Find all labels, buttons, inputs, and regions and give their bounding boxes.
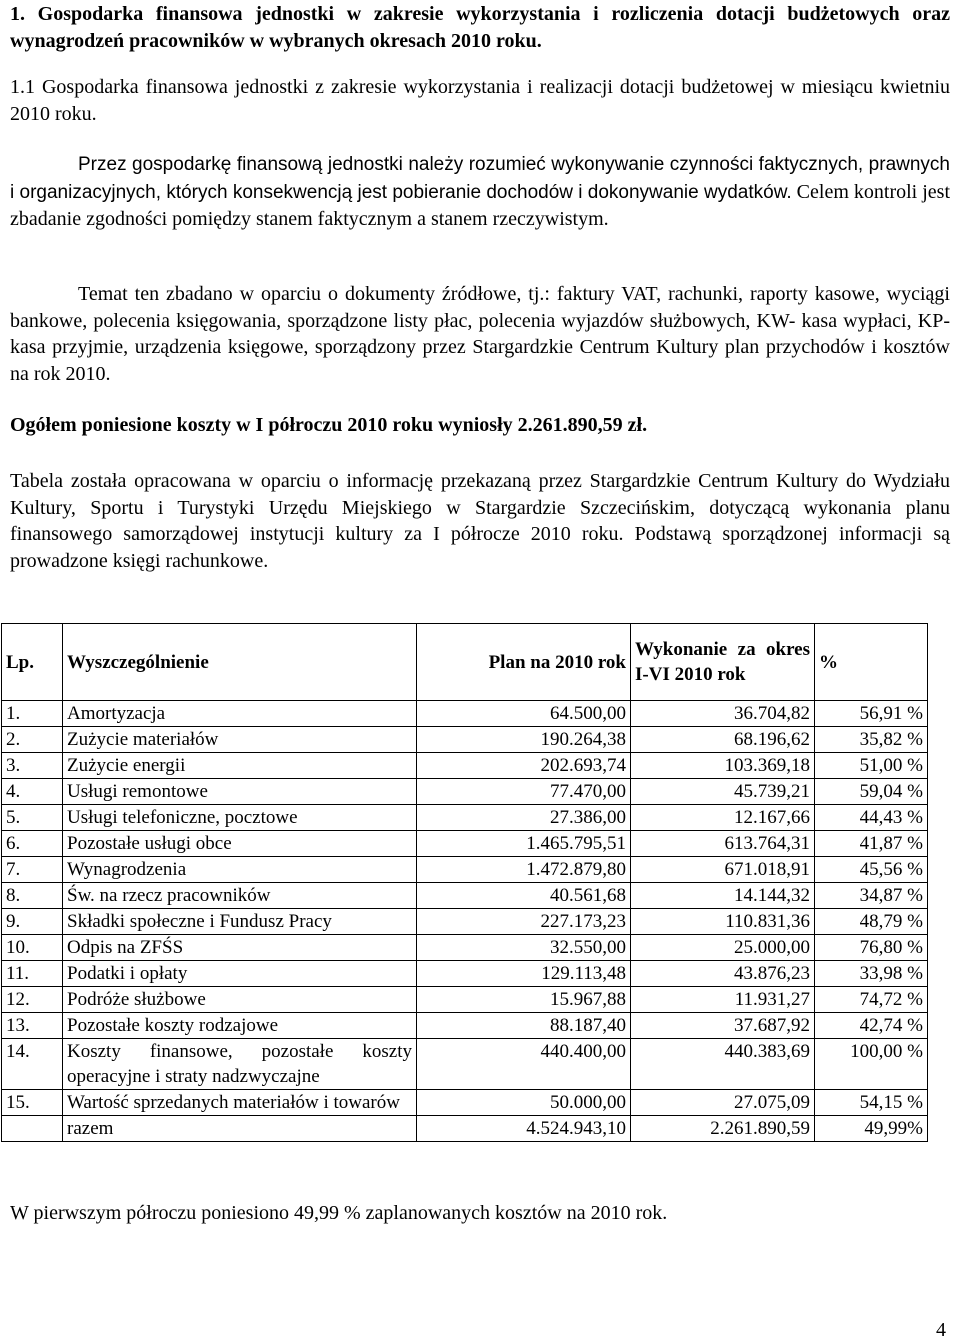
row-plan-value: 50.000,00 <box>417 1090 631 1116</box>
row-execution-value: 440.383,69 <box>631 1039 815 1090</box>
row-item-name <box>63 883 417 909</box>
row-lp: 3. <box>2 753 63 779</box>
row-plan-value: 202.693,74 <box>417 753 631 779</box>
row-execution-value: 110.831,36 <box>631 909 815 935</box>
row-percent-value: 33,98 % <box>815 961 928 987</box>
row-item-name <box>63 857 417 883</box>
row-lp: 14. <box>2 1039 63 1090</box>
row-item-name <box>63 831 417 857</box>
row-execution-value: 68.196,62 <box>631 727 815 753</box>
table-row <box>2 1090 928 1116</box>
table-description-paragraph: Tabela została opracowana w oparciu o informację przekazaną przez Stargardzkie Centrum Kultury do Wydziału Kultury, Sportu i Turystyki Urzędu Miejskiego w Stargardzie Szczecińskim, dotyczącą wykonania planu finansowego samorządowej instytucji kultury za I półrocze 2010 roku. Podstawą sporządzonej informacji są prowadzone księgi rachunkowe. <box>10 470 950 572</box>
header-name: Wyszczególnienie <box>63 624 417 701</box>
row-execution-value: 671.018,91 <box>631 857 815 883</box>
row-percent-value: 74,72 % <box>815 987 928 1013</box>
table-row <box>2 831 928 857</box>
costs-table-body <box>2 701 928 1142</box>
row-lp: 2. <box>2 727 63 753</box>
row-execution-value: 14.144,32 <box>631 883 815 909</box>
table-row <box>2 909 928 935</box>
row-plan-value: 88.187,40 <box>417 1013 631 1039</box>
row-plan-value: 129.113,48 <box>417 961 631 987</box>
section-heading: 1. Gospodarka finansowa jednostki w zakresie wykorzystania i rozliczenia dotacji budżetowych oraz wynagrodzeń pracowników w wybranych okresach 2010 roku. <box>10 3 950 52</box>
row-plan-value: 1.472.879,80 <box>417 857 631 883</box>
row-lp <box>2 1116 63 1142</box>
table-row <box>2 701 928 727</box>
row-plan-value: 440.400,00 <box>417 1039 631 1090</box>
row-percent-value: 34,87 % <box>815 883 928 909</box>
row-item-name-text: Wartość sprzedanych materiałów i towarów <box>67 1092 400 1113</box>
row-lp: 10. <box>2 935 63 961</box>
row-item-name <box>63 805 417 831</box>
summary-paragraph: W pierwszym półroczu poniesiono 49,99 % zaplanowanych kosztów na 2010 rok. <box>10 1202 668 1224</box>
subsection-heading: 1.1 Gospodarka finansowa jednostki z zakresie wykorzystania i realizacji dotacji budżetowej w miesiącu kwietniu 2010 roku. <box>10 76 950 125</box>
row-item-name-text: razem <box>67 1118 114 1139</box>
row-plan-value: 27.386,00 <box>417 805 631 831</box>
row-item-name <box>63 987 417 1013</box>
row-plan-value: 64.500,00 <box>417 701 631 727</box>
row-item-name-text: Zużycie materiałów <box>67 729 219 750</box>
table-row <box>2 1013 928 1039</box>
sources-paragraph <box>10 281 950 387</box>
row-percent-value: 59,04 % <box>815 779 928 805</box>
row-lp: 12. <box>2 987 63 1013</box>
row-item-name <box>63 727 417 753</box>
table-row <box>2 935 928 961</box>
table-row <box>2 961 928 987</box>
table-row <box>2 857 928 883</box>
row-execution-value: 11.931,27 <box>631 987 815 1013</box>
row-item-name <box>63 779 417 805</box>
row-percent-value: 54,15 % <box>815 1090 928 1116</box>
row-item-name-text: Pozostałe usługi obce <box>67 833 232 854</box>
header-lp: Lp. <box>2 624 63 701</box>
row-percent-value: 42,74 % <box>815 1013 928 1039</box>
row-plan-value: 4.524.943,10 <box>417 1116 631 1142</box>
row-percent-value: 49,99% <box>815 1116 928 1142</box>
row-lp: 7. <box>2 857 63 883</box>
row-item-name-text: Podatki i opłaty <box>67 963 188 984</box>
row-item-name-text: Św. na rzecz pracowników <box>67 885 271 906</box>
row-execution-value: 12.167,66 <box>631 805 815 831</box>
row-execution-value: 36.704,82 <box>631 701 815 727</box>
header-plan: Plan na 2010 rok <box>417 624 631 701</box>
row-item-name <box>63 1116 417 1142</box>
row-percent-value: 44,43 % <box>815 805 928 831</box>
row-execution-value: 43.876,23 <box>631 961 815 987</box>
row-percent-value: 51,00 % <box>815 753 928 779</box>
row-item-name <box>63 701 417 727</box>
row-percent-value: 41,87 % <box>815 831 928 857</box>
costs-table <box>1 623 928 1142</box>
row-percent-value: 100,00 % <box>815 1039 928 1090</box>
row-item-name <box>63 935 417 961</box>
table-row <box>2 1116 928 1142</box>
total-costs-statement: Ogółem poniesione koszty w I półroczu 2010 roku wyniosły 2.261.890,59 zł. <box>10 414 648 436</box>
row-execution-value: 27.075,09 <box>631 1090 815 1116</box>
row-lp: 6. <box>2 831 63 857</box>
row-lp: 8. <box>2 883 63 909</box>
row-percent-value: 56,91 % <box>815 701 928 727</box>
row-lp: 15. <box>2 1090 63 1116</box>
header-percent: % <box>815 624 928 701</box>
row-plan-value: 190.264,38 <box>417 727 631 753</box>
row-percent-value: 48,79 % <box>815 909 928 935</box>
row-item-name-text: Zużycie energii <box>67 755 186 776</box>
row-percent-value: 76,80 % <box>815 935 928 961</box>
row-execution-value: 45.739,21 <box>631 779 815 805</box>
table-row <box>2 883 928 909</box>
row-execution-value: 37.687,92 <box>631 1013 815 1039</box>
row-item-name-text: Usługi remontowe <box>67 781 208 802</box>
row-percent-value: 45,56 % <box>815 857 928 883</box>
table-row <box>2 753 928 779</box>
row-percent-value: 35,82 % <box>815 727 928 753</box>
row-item-name-text: Koszty finansowe, pozostałe koszty operacyjne i straty nadzwyczajne <box>67 1041 412 1087</box>
row-item-name-text: Pozostałe koszty rodzajowe <box>67 1015 279 1036</box>
row-item-name-text: Wynagrodzenia <box>67 859 187 880</box>
row-execution-value: 25.000,00 <box>631 935 815 961</box>
table-row <box>2 805 928 831</box>
table-row <box>2 987 928 1013</box>
row-plan-value: 1.465.795,51 <box>417 831 631 857</box>
row-execution-value: 103.369,18 <box>631 753 815 779</box>
intro-paragraph <box>10 151 950 233</box>
row-lp: 9. <box>2 909 63 935</box>
row-item-name <box>63 1013 417 1039</box>
row-item-name <box>63 1039 417 1090</box>
row-plan-value: 77.470,00 <box>417 779 631 805</box>
sources-text: Temat ten zbadano w oparciu o dokumenty źródłowe, tj.: faktury VAT, rachunki, raporty kasowe, wyciągi bankowe, polecenia księgowania, sporządzone listy płac, polecenia wyjazdów służbowych, KW- kasa wypłaci, KP- kasa przyjmie, urządzenia księgowe, sporządzony przez Stargardzkie Centrum Kultury plan przychodów i kosztów na rok 2010. <box>10 283 950 385</box>
row-lp: 11. <box>2 961 63 987</box>
row-plan-value: 32.550,00 <box>417 935 631 961</box>
row-item-name-text: Podróże służbowe <box>67 989 206 1010</box>
row-lp: 13. <box>2 1013 63 1039</box>
intro-definition: Przez gospodarkę finansową jednostki należy rozumieć wykonywanie czynności faktycznych, prawnych i organizacyjnych, których konsekwencją jest pobieranie dochodów i dokonywanie wydatków. <box>10 154 950 203</box>
row-plan-value: 40.561,68 <box>417 883 631 909</box>
row-item-name-text: Amortyzacja <box>67 703 166 724</box>
row-lp: 4. <box>2 779 63 805</box>
row-item-name-text: Składki społeczne i Fundusz Pracy <box>67 911 332 932</box>
row-item-name-text: Usługi telefoniczne, pocztowe <box>67 807 298 828</box>
row-lp: 5. <box>2 805 63 831</box>
row-plan-value: 227.173,23 <box>417 909 631 935</box>
page-number: 4 <box>936 1319 946 1341</box>
row-item-name <box>63 909 417 935</box>
row-lp: 1. <box>2 701 63 727</box>
table-row <box>2 727 928 753</box>
intro-purpose: Celem kontroli jest zbadanie zgodności pomiędzy stanem faktycznym a stanem rzeczywistym. <box>10 180 951 230</box>
row-plan-value: 15.967,88 <box>417 987 631 1013</box>
header-execution: Wykonanie za okres I-VI 2010 rok <box>631 624 815 701</box>
row-execution-value: 613.764,31 <box>631 831 815 857</box>
row-item-name <box>63 961 417 987</box>
row-item-name <box>63 753 417 779</box>
table-header-row <box>2 624 928 701</box>
row-item-name-text: Odpis na ZFŚS <box>67 937 184 958</box>
table-row <box>2 1039 928 1090</box>
row-execution-value: 2.261.890,59 <box>631 1116 815 1142</box>
row-item-name <box>63 1090 417 1116</box>
table-row <box>2 779 928 805</box>
